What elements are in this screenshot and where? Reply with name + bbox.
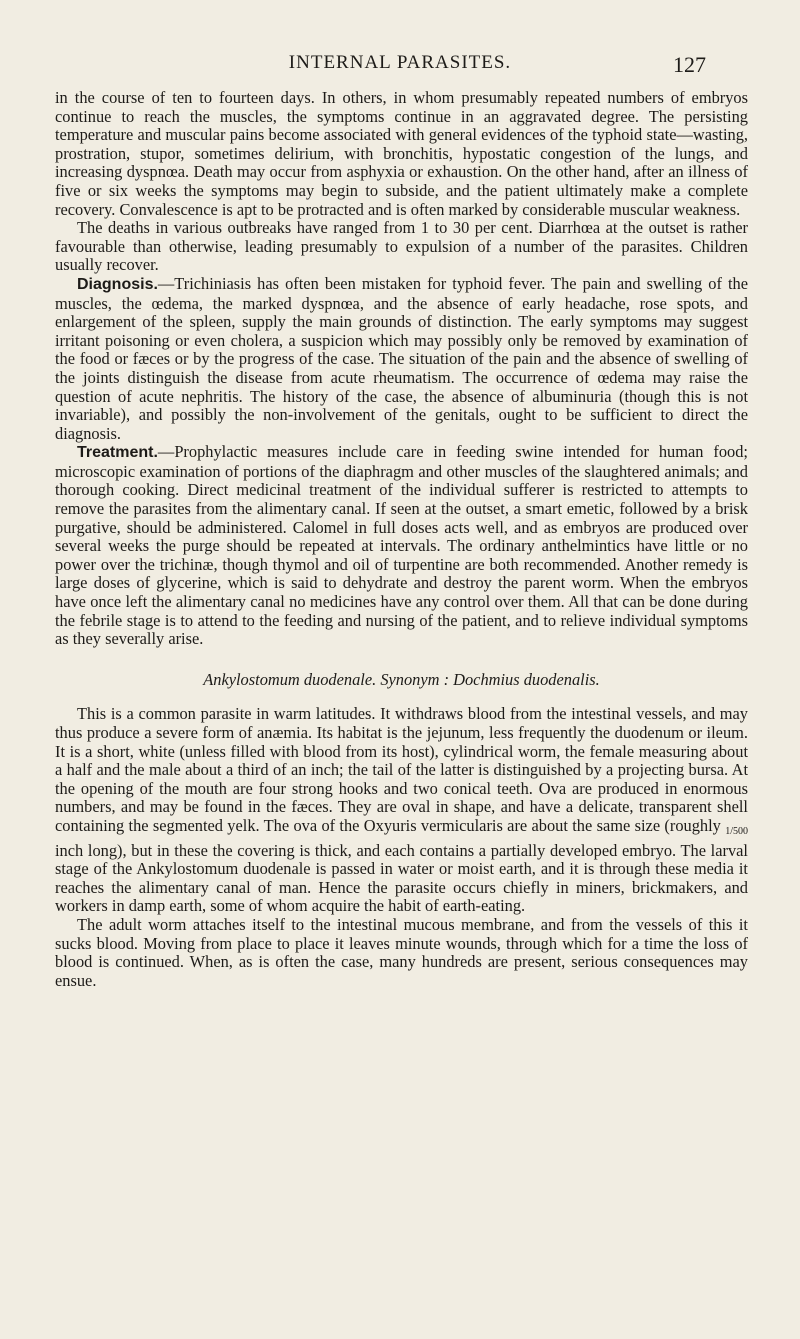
paragraph-mortality: The deaths in various outbreaks have ranged from 1 to 30 per cent. Diarrhœa at the outset is rather favourable than otherwise, leading presumably to expulsion of a number of the parasites. Children usually recover. [55,218,748,275]
page-number: 127 [673,52,706,77]
running-head [0,52,800,80]
paragraph-treatment [55,443,748,649]
paragraph-diagnosis [55,275,748,443]
treatment-heading: Treatment. [77,444,158,462]
section-subheading: Ankylostomum duodenale. Synonym : Dochmius duodenalis. [203,669,600,689]
diagnosis-text: —Trichiniasis has often been mistaken for typhoid fever. The pain and swelling of the muscles, the œdema, the marked dyspnœa, and the absence of early headache, rose spots, and enlargement of the spleen, supply the main grounds of distinction. The early symptoms may suggest irritant poisoning or even cholera, a suspicion which may possibly only be removed by examination of the food or fæces or by the progress of the case. The situation of the pain and the absence of swelling of the joints distinguish the disease from acute rheumatism. The occurrence of œdema may raise the question of acute nephritis. The history of the case, the absence of albuminuria (though this is not invariable), and possibly the non-involvement of the genitals, ought to be sufficient to direct the diagnosis. [55,273,748,443]
diagnosis-heading: Diagnosis. [77,275,158,293]
body-text [55,89,748,990]
paragraph-adult-worm: The adult worm attaches itself to the intestinal mucous membrane, and from the vessels of this it sucks blood. Moving from place to place it leaves minute wounds, through which for a time the loss of blood is continued. When, as is often the case, many hundreds are present, serious consequences may ensue. [55,914,748,990]
paragraph-symptoms-continued: in the course of ten to fourteen days. In others, in whom presumably repeated numbers of embryos continue to reach the muscles, the symptoms continue in an aggravated degree. The persisting temperature and muscular pains become associated with general evidences of the typhoid state—wasting, prostration, stupor, sometimes delirium, with bronchitis, hypostatic congestion of the lungs, and increasing dyspnœa. Death may occur from asphyxia or exhaustion. On the other hand, after an illness of five or six weeks the symptoms may begin to subside, and the patient ultimately make a complete recovery. Convalescence is apt to be protracted and is often marked by considerable muscular weakness. [55,88,748,219]
ankylostomum-text-end: inch long), but in these the covering is thick, and each contains a partially developed embryo. The larval stage of the Ankylostomum duodenale is passed in water or moist earth, and it is through these media it reaches the alimentary canal of man. Hence the parasite occurs chiefly in miners, brickmakers, and workers in damp earth, some of whom acquire the habit of earth-eating. [55,840,748,916]
running-title: INTERNAL PARASITES. [288,52,512,73]
size-fraction: 1/500 [725,825,748,837]
treatment-text: —Prophylactic measures include care in feeding swine intended for human food; microscopic examination of portions of the diaphragm and other muscles of the slaughtered animals; and thorough cooking. Direct medicinal treatment of the individual sufferer is restricted to attempts to remove the parasites from the alimentary canal. If seen at the outset, a smart emetic, followed by a brisk purgative, should be administered. Calomel in full doses acts well, and as embryos are produced over several weeks the purge should be repeated at intervals. The ordinary anthelmintics have little or no power over the trichinæ, though thymol and oil of turpentine are both recommended. Another remedy is large doses of glycerine, which is said to dehydrate and destroy the parent worm. When the embryos have once left the alimentary canal no medicines have any control over them. All that can be done during the febrile stage is to attend to the feeding and nursing of the patient, and to relieve individual symptoms as they severally arise. [55,442,748,649]
ankylostomum-text-start: This is a common parasite in warm latitudes. It withdraws blood from the intestinal vessels, and may thus produce a severe form of anæmia. Its habitat is the jejunum, less frequently the duodenum or ileum. It is a short, white (unless filled with blood from its host), cylindrical worm, the female measuring about a half and the male about a third of an inch; the tail of the latter is distinguished by a projecting bursa. At the opening of the mouth are four strong hooks and two conical teeth. Ova are produced in enormous numbers, and may be found in the fæces. They are oval in shape, and have a delicate, transparent shell containing the segmented yelk. The ova of the Oxyuris vermicularis are about the same size (roughly [55,704,748,835]
paragraph-ankylostomum [55,705,748,916]
